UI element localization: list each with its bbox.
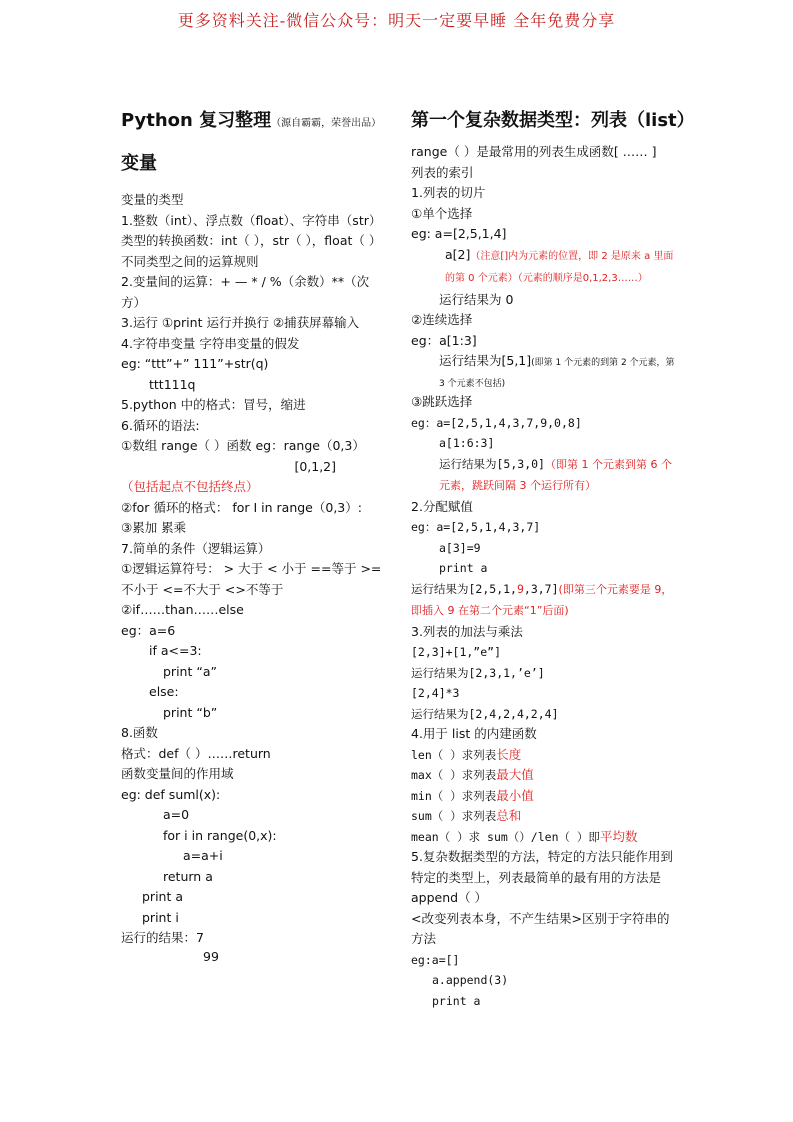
result-text: 运行结果为[5,3,0] xyxy=(439,456,545,471)
code-line: print a xyxy=(142,889,184,904)
func-highlight: 最大值 xyxy=(496,767,534,782)
code-line: a[3]=9 xyxy=(439,540,481,555)
text-line: ②if……than……else xyxy=(121,602,244,617)
page-title-note: （源自霸霸，荣誉出品） xyxy=(271,118,382,129)
code-line: eg:a=[] xyxy=(411,952,460,967)
text-line: 2.分配赋值 xyxy=(411,498,473,514)
text-line: 运行结果为 0 xyxy=(439,291,514,307)
text-line: 运行的结果：7 xyxy=(121,930,204,945)
text-line: 1.列表的切片 xyxy=(411,185,486,200)
code-line: ttt111q xyxy=(149,376,196,392)
text-line: 4.字符串变量 字符串变量的假发 xyxy=(121,335,300,351)
highlight-value: 9 xyxy=(516,581,524,596)
code-line: if a<=3: xyxy=(149,643,202,658)
code-line: print “b” xyxy=(163,704,218,720)
code-line: eg：a=[2,5,1,4,3,7,9,0,8] xyxy=(411,415,582,430)
code-line: eg：a=[2,5,1,4,3,7] xyxy=(411,520,541,534)
text-line: 5.复杂数据类型的方法，特定的方法只能作用到特定的类型上，列表最简单的最有用的方法是 append（ ） xyxy=(411,849,673,905)
text-line: range（ ）是最常用的列表生成函数[ …… ] xyxy=(411,144,657,159)
func-highlight: 平均数 xyxy=(599,828,638,844)
code-line: eg: a=[2,5,1,4] xyxy=(411,226,507,241)
text-line: ①数组 range（ ）函数 eg：range（0,3） xyxy=(121,438,365,453)
code-line: [0,1,2] xyxy=(294,458,336,474)
text-line: ③累加 累乘 xyxy=(121,520,187,535)
top-banner: 更多资料关注-微信公众号：明天一定要早睡 全年免费分享 xyxy=(177,11,616,30)
code-line: a[1:6:3] xyxy=(439,436,495,450)
func-desc: mean（ ）求 sum（）/len（ ）即 xyxy=(411,829,600,844)
code-line: a=a+i xyxy=(183,848,223,863)
text-line xyxy=(411,765,677,786)
note-inline: (即第三个元素要是 9，即插入 9 在第二个元素“1”后面) xyxy=(411,582,673,617)
note-line: （包括起点不包括终点） xyxy=(121,479,259,494)
text-line: <改变列表本身，不产生结果>区别于字符串的方法 xyxy=(411,910,670,946)
func-highlight: 长度 xyxy=(496,746,522,762)
text-line: ②连续选择 xyxy=(411,312,473,327)
text-line: 不同类型之间的运算规则 xyxy=(121,253,259,269)
page-title-text: Python 复习整理 xyxy=(121,110,272,131)
code-line: eg：a[1:3] xyxy=(411,332,477,348)
text-line: ①逻辑运算符号： > 大于 < 小于 ==等于 >=不小于 <=不大于 <>不等于 xyxy=(121,561,382,597)
code-line: [2,3]+[1,”e”] xyxy=(411,645,502,659)
note-inline: (即第 1 个元素的到第 2 个元素，第 3 个元素不包括) xyxy=(439,358,675,389)
section-heading-list: 第一个复杂数据类型：列表（list） xyxy=(411,110,695,131)
code-line: else: xyxy=(149,684,179,699)
code-line: 99 xyxy=(203,948,219,964)
func-desc: max（ ）求列表 xyxy=(411,768,497,782)
func-desc: len（ ）求列表 xyxy=(411,747,497,762)
text-line: 8.函数 xyxy=(121,725,158,740)
code-line: 运行结果为[2,3,1,’e’] xyxy=(411,665,545,680)
code-line: 运行结果为[2,4,2,4,2,4] xyxy=(411,706,559,721)
right-column xyxy=(411,108,695,1011)
text-line: 3.列表的加法与乘法 xyxy=(411,623,523,639)
result-text: ,3,7] xyxy=(523,581,559,596)
code-line: [2,4]*3 xyxy=(411,686,460,700)
code-line xyxy=(411,245,677,290)
text-line: ①单个选择 xyxy=(411,205,473,221)
text-line xyxy=(411,351,677,392)
func-highlight: 总和 xyxy=(496,808,522,823)
code-line: print “a” xyxy=(163,663,217,679)
text-line: 1.整数（int）、浮点数（float）、字符串（str）类型的转换函数：int（ ），str（ ），float（ ） xyxy=(121,212,382,248)
code-line: print i xyxy=(142,909,179,925)
text-line: 6.循环的语法: xyxy=(121,417,200,433)
text-line: ③跳跃选择 xyxy=(411,394,473,409)
text-line xyxy=(411,786,677,807)
page-title xyxy=(121,108,386,134)
text-line: 2.变量间的运算：+ — * / %（余数）**（次方） xyxy=(121,274,370,310)
code-line: eg: “ttt”+” 111”+str(q) xyxy=(121,356,269,371)
text-line: 格式：def（ ）……return xyxy=(121,745,271,761)
code-line: print a xyxy=(439,561,488,575)
code-line: eg: def suml(x): xyxy=(121,786,221,802)
text-line xyxy=(411,454,677,497)
code-line: return a xyxy=(163,868,213,884)
note-inline: （注意[]内为元素的位置，即 2 是原来 a 里面的第 0 个元素）（元素的顺序是0,1,2,3……） xyxy=(445,250,674,284)
text-line: 4.用于 list 的内建函数 xyxy=(411,726,537,741)
code-line: a.append(3) xyxy=(432,973,509,987)
text-line xyxy=(411,827,677,848)
text-line: 变量的类型 xyxy=(121,192,184,207)
left-column xyxy=(121,108,386,965)
note-inline: （即第 1 个元素到第 6 个元素，跳跃间隔 3 个运行所有） xyxy=(439,457,672,492)
text-line: 3.运行 ①print 运行并换行 ②捕获屏幕输入 xyxy=(121,315,360,330)
text-line: 函数变量间的作用域 xyxy=(121,766,234,781)
section-heading-variables: 变量 xyxy=(121,153,157,174)
text-line xyxy=(411,579,677,622)
text-line xyxy=(411,806,677,827)
code-line: for i in range(0,x): xyxy=(163,827,277,843)
text-line: 列表的索引 xyxy=(411,164,474,180)
code-line: eg：a=6 xyxy=(121,622,176,638)
text-line: 5.python 中的格式：冒号，缩进 xyxy=(121,397,306,412)
func-desc: min（ ）求列表 xyxy=(411,788,497,803)
text-line: ②for 循环的格式： for I in range（0,3）: xyxy=(121,499,362,515)
func-desc: sum（ ）求列表 xyxy=(411,809,497,823)
code-line: print a xyxy=(432,993,481,1008)
code-snippet: a[2] xyxy=(445,246,471,262)
text-line: 7.简单的条件（逻辑运算） xyxy=(121,540,271,556)
func-highlight: 最小值 xyxy=(496,787,534,803)
code-line: a=0 xyxy=(163,807,190,822)
result-text: 运行结果为[5,1] xyxy=(439,353,532,368)
result-text: 运行结果为[2,5,1, xyxy=(411,581,517,596)
text-line xyxy=(411,745,677,766)
